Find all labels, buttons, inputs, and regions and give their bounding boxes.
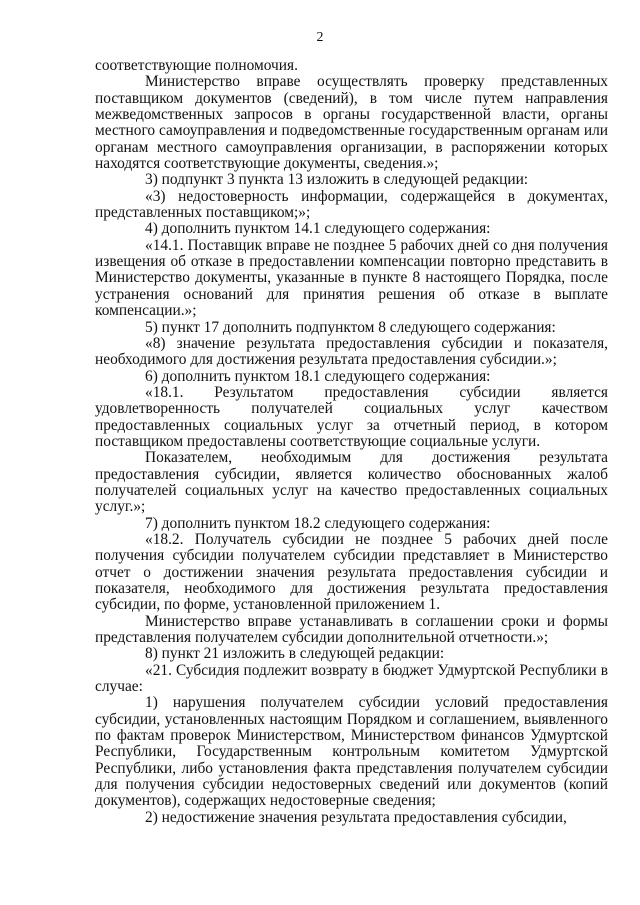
paragraph: Показателем, необходимым для достижения результата предоставления субсидии, является количество обоснованных жалоб получателей социальных услуг на качество предоставленных социальных услуг.»; [95, 449, 608, 516]
page-number: 2 [316, 30, 324, 45]
paragraph: 7) дополнить пунктом 18.2 следующего содержания: [145, 514, 491, 532]
paragraph: 3) подпункт 3 пункта 13 изложить в следующей редакции: [145, 171, 529, 189]
paragraph: «21. Субсидия подлежит возврату в бюджет Удмуртской Республики в случае: [95, 661, 608, 696]
paragraph: «8) значение результата предоставления субсидии и показателя, необходимого для достижения результата предоставления субсидии.»; [95, 334, 608, 369]
paragraph: 1) нарушения получателем субсидии условий предоставления субсидии, установленных настоящим Порядком и соглашением, выявленного по фактам проверок Министерством, Министерством финансов Удмуртской Республики, Государственным контрольным комитетом Удмуртской Республики, либо установления факта представления получателем субсидии для получения субсидии недостоверных сведений или документов (копий документов), содержащих недостоверные сведения; [95, 694, 608, 810]
paragraph: 8) пункт 21 изложить в следующей редакции: [145, 645, 445, 663]
paragraph: «14.1. Поставщик вправе не позднее 5 рабочих дней со дня получения извещения об отказе в предоставлении компенсации повторно представить в Министерство документы, указанные в пункте 8 настоящего Порядка, после устранения оснований для принятия решения об отказе в выплате компенсации.»; [95, 236, 608, 320]
paragraph: 5) пункт 17 дополнить подпунктом 8 следующего содержания: [145, 318, 556, 336]
paragraph: «3) недостоверность информации, содержащейся в документах, представленных поставщиком;»; [95, 187, 608, 222]
paragraph: 6) дополнить пунктом 18.1 следующего содержания: [145, 367, 491, 385]
paragraph: 4) дополнить пунктом 14.1 следующего содержания: [145, 220, 491, 238]
paragraph: соответствующие полномочия. [95, 57, 298, 74]
paragraph: «18.1. Результатом предоставления субсидии является удовлетворенность получателей социальных услуг качеством предоставленных социальных услуг за отчетный период, в котором поставщиком предоставлены соответствующие социальные услуги. [95, 383, 608, 450]
paragraph: Министерство вправе устанавливать в соглашении сроки и формы представления получателем субсидии дополнительной отчетности.»; [95, 612, 608, 647]
document-body [95, 58, 608, 826]
paragraph: «18.2. Получатель субсидии не позднее 5 рабочих дней после получения субсидии получателем субсидии представляет в Министерство отчет о достижении значения результата предоставления субсидии и показателя, необходимого для достижения результата предоставления субсидии, по форме, установленной приложением 1. [95, 530, 608, 614]
paragraph: 2) недостижение значения результата предоставления субсидии, [145, 808, 567, 826]
paragraph: Министерство вправе осуществлять проверку представленных поставщиком документов (сведений), в том числе путем направления межведомственных запросов в органы государственной власти, органы местного самоуправления и подведомственные государственным органам или органам местного самоуправления организации, в распоряжении которых находятся соответствующие документы, сведения.»; [95, 73, 608, 173]
